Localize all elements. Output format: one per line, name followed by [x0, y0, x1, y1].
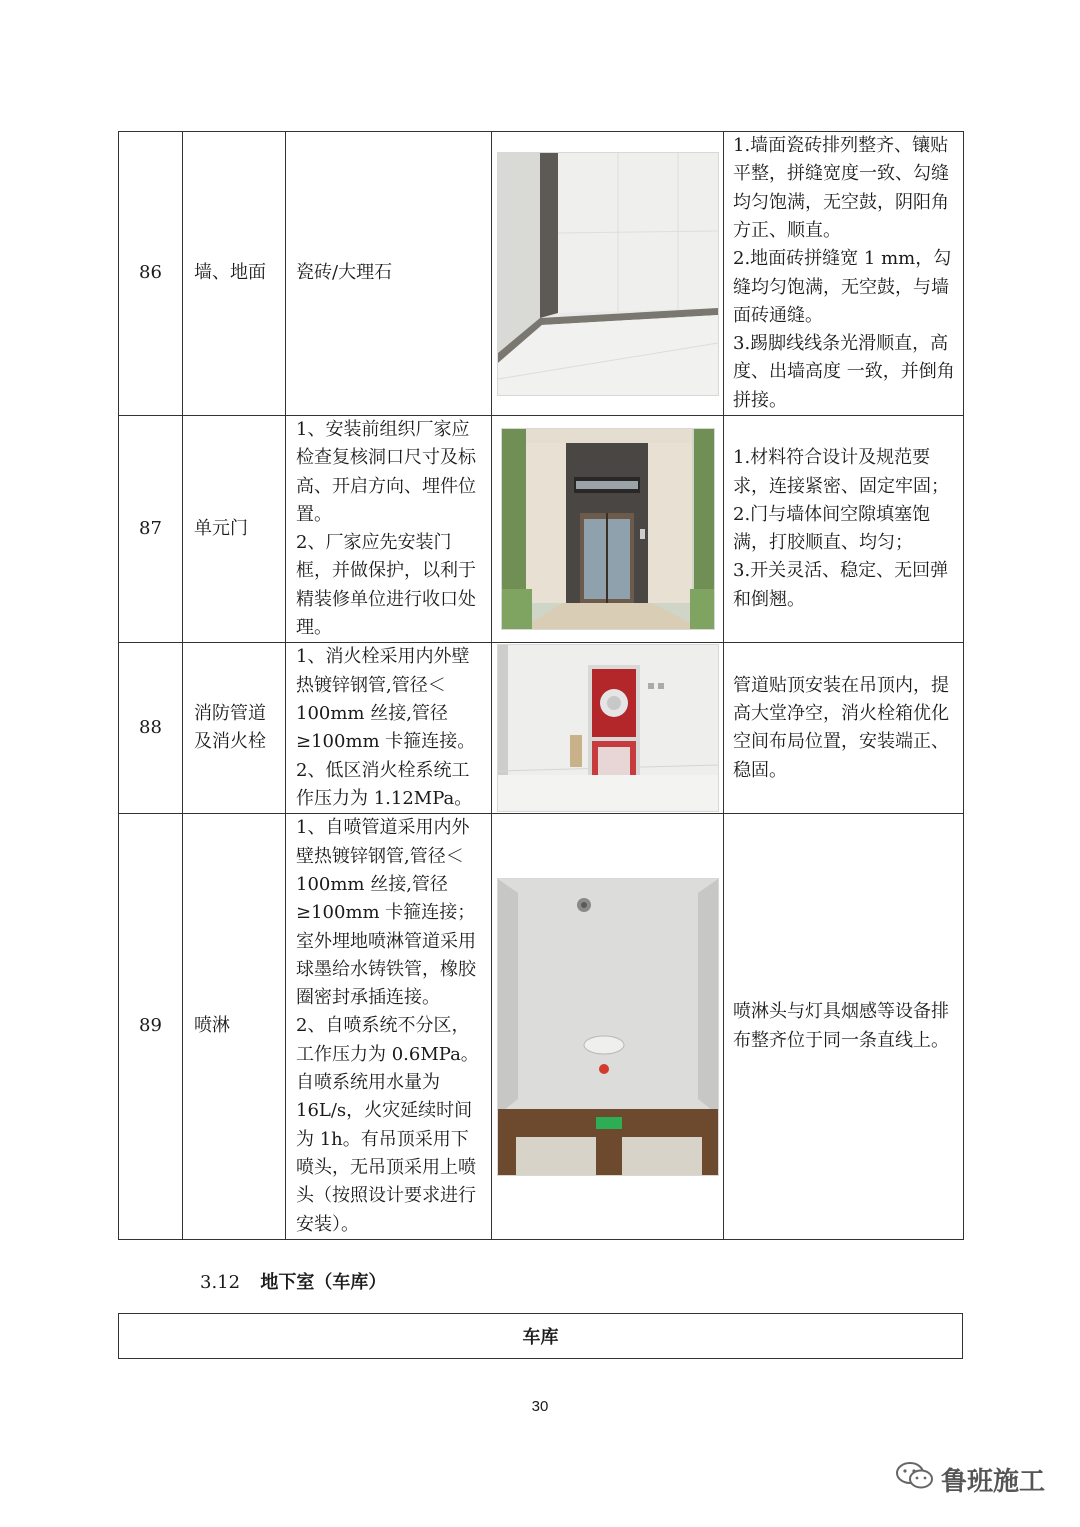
unit-entrance-door-photo [501, 428, 715, 630]
item-name: 消防管道及消火栓 [183, 643, 286, 814]
photo-cell [492, 643, 724, 814]
item-name: 单元门 [183, 416, 286, 643]
requirement-text: 2.地面砖拼缝宽 1 mm，勾缝均匀饱满，无空鼓，与墙面砖通缝。 [733, 248, 952, 326]
measure-text: 2、低区消火栓系统工作压力为 1.12MPa。 [296, 759, 473, 809]
table-row [119, 1314, 963, 1359]
requirement-text: 1.墙面瓷砖排列整齐、镶贴平整，拼缝宽度一致、勾缝均匀饱满，无空鼓，阴阳角方正、顺直。 [733, 135, 949, 241]
requirement-text: 喷淋头与灯具烟感等设备排布整齐位于同一条直线上。 [733, 1001, 949, 1051]
table-row [119, 643, 964, 814]
requirements-cell [724, 416, 964, 643]
garage-table-header: 车库 [119, 1314, 963, 1359]
page-number: 30 [531, 1398, 549, 1415]
photo-cell [492, 416, 724, 643]
row-number: 86 [119, 132, 183, 416]
row-number: 87 [119, 416, 183, 643]
measure-cell [286, 643, 492, 814]
ceiling-sprinkler-photo [497, 878, 719, 1176]
watermark-text: 鲁班施工 [941, 1467, 1046, 1497]
section-title: 地下室（车库） [260, 1272, 387, 1293]
measure-text: 1、安装前组织厂家应检查复核洞口尺寸及标高、开启方向、埋件位置。 [296, 419, 476, 525]
measure-text: 瓷砖/大理石 [296, 262, 393, 284]
item-name: 喷淋 [183, 814, 286, 1239]
section-number: 3.12 [200, 1272, 241, 1293]
measure-cell [286, 416, 492, 643]
table-row [119, 416, 964, 643]
photo-cell [492, 814, 724, 1239]
requirements-cell [724, 814, 964, 1239]
section-heading [200, 1268, 386, 1294]
fire-hydrant-cabinet-photo [497, 644, 719, 812]
table-row [119, 132, 964, 416]
requirement-text: 1.材料符合设计及规范要求，连接紧密、固定牢固； [733, 447, 949, 497]
requirement-text: 2.门与墙体间空隙填塞饱满，打胶顺直、均匀； [733, 503, 931, 554]
measure-text: 1、消火栓采用内外壁热镀锌钢管,管径＜100mm 丝接,管径≥100mm 卡箍连接。 [296, 646, 476, 753]
requirement-text: 3.开关灵活、稳定、无回弹和倒翘。 [733, 560, 949, 610]
measure-text: 2、厂家应先安装门框，并做保护，以利于精装修单位进行收口处理。 [296, 532, 476, 639]
wechat-icon [895, 1460, 935, 1499]
quality-standards-table [118, 131, 964, 1240]
requirement-text: 3.踢脚线线条光滑顺直，高度、出墙高度 一致，并倒角拼接。 [733, 333, 955, 411]
table-row [119, 814, 964, 1239]
row-number: 88 [119, 643, 183, 814]
row-number: 89 [119, 814, 183, 1239]
requirement-text: 管道贴顶安装在吊顶内，提高大堂净空，消火栓箱优化空间布局位置，安装端正、稳固。 [733, 674, 949, 781]
measure-cell [286, 814, 492, 1239]
requirements-cell [724, 643, 964, 814]
measure-text: 1、自喷管道采用内外壁热镀锌钢管,管径＜100mm 丝接,管径≥100mm 卡箍连接；室外埋地喷淋管道采用球墨给水铸铁管，橡胶圈密封承插连接。 [296, 817, 476, 1009]
tiled-corridor-photo [497, 152, 719, 396]
item-name: 墙、地面 [183, 132, 286, 416]
garage-table [118, 1313, 963, 1359]
watermark [895, 1460, 1045, 1499]
requirements-cell [724, 132, 964, 416]
measure-text: 2、自喷系统不分区，工作压力为 0.6MPa。自喷系统用水量为 16L/s，火灾延续时间为 1h。有吊顶采用下喷头，无吊顶采用上喷头（按照设计要求进行安装）。 [296, 1015, 479, 1235]
measure-cell [286, 132, 492, 416]
photo-cell [492, 132, 724, 416]
